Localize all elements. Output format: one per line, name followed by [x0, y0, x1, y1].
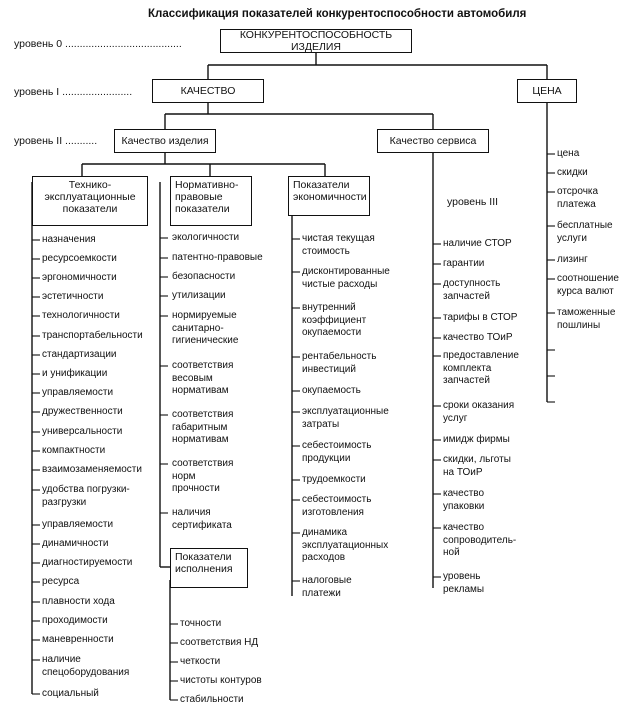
exec-item: стабильности: [180, 694, 244, 705]
tech-item: назначения: [42, 234, 96, 245]
tech-item: наличие спецоборудования: [42, 654, 130, 678]
service-item: сроки оказания услуг: [443, 400, 515, 424]
service-item: качество упаковки: [443, 488, 485, 512]
econ-item: налоговые платежи: [302, 575, 352, 599]
norm-item: экологичности: [172, 232, 240, 243]
tech-item: динамичности: [42, 538, 109, 549]
tech-item: ресурсоемкости: [42, 253, 117, 264]
root-node: КОНКУРЕНТОСПОСОБНОСТЬ ИЗДЕЛИЯ: [220, 29, 412, 53]
service-item: качество ТОиР: [443, 332, 513, 343]
tech-item: стандартизации: [42, 349, 117, 360]
level-1-label: уровень I ........................: [14, 86, 133, 98]
price-node: ЦЕНА: [517, 79, 577, 103]
diagram-title: Классификация показателей конкурентоспособности автомобиля: [148, 8, 527, 20]
econ-item: себестоимость изготовления: [302, 494, 372, 518]
econ-item: себестоимость продукции: [302, 440, 372, 464]
norm-item: соответствия норм прочности: [172, 458, 234, 494]
norm-item: патентно-правовые: [172, 252, 263, 263]
tech-item: транспортабельности: [42, 330, 143, 341]
norm-item: наличия сертификата: [172, 507, 232, 531]
tech-item: социальный: [42, 688, 99, 699]
product-quality-node: Качество изделия: [114, 129, 216, 153]
exec-group-header: Показатели исполнения: [170, 548, 248, 588]
price-item: отсрочка платежа: [557, 186, 599, 210]
tech-group-header: Технико- эксплуатационные показатели: [32, 176, 148, 226]
tech-item: эстетичности: [42, 291, 104, 302]
tech-item: технологичности: [42, 310, 120, 321]
norm-item: нормируемые санитарно- гигиенические: [172, 310, 239, 346]
tech-item: дружественности: [42, 406, 123, 417]
tech-item: маневренности: [42, 634, 114, 645]
norm-item: безопасности: [172, 271, 236, 282]
exec-item: чистоты контуров: [180, 675, 262, 686]
econ-item: чистая текущая стоимость: [302, 233, 375, 257]
service-item: скидки, льготы на ТОиР: [443, 454, 511, 478]
econ-item: внутренний коэффициент окупаемости: [302, 302, 367, 338]
tech-item: эргономичности: [42, 272, 117, 283]
exec-item: точности: [180, 618, 222, 629]
service-item: доступность запчастей: [443, 278, 501, 302]
price-item: лизинг: [557, 254, 588, 265]
norm-item: соответствия габаритным нормативам: [172, 409, 234, 445]
norm-group-header: Нормативно- правовые показатели: [170, 176, 252, 226]
price-item: цена: [557, 148, 580, 159]
exec-item: соответствия НД: [180, 637, 259, 648]
tech-item: диагностируемости: [42, 557, 133, 568]
level-3-label: уровень III: [447, 196, 499, 208]
tech-item: компактности: [42, 445, 106, 456]
econ-item: дисконтированные чистые расходы: [302, 266, 390, 290]
service-item: предоставление комплекта запчастей: [443, 350, 519, 386]
service-item: качество сопроводитель- ной: [443, 522, 517, 558]
tech-item: удобства погрузки- разгрузки: [42, 484, 130, 508]
level-0-label: уровень 0 ........................................: [14, 38, 182, 50]
tech-item: взаимозаменяемости: [42, 464, 142, 475]
service-item: уровень рекламы: [443, 571, 485, 595]
service-item: наличие СТОР: [443, 238, 512, 249]
econ-item: динамика эксплуатационных расходов: [302, 527, 389, 563]
tech-item: плавности хода: [42, 596, 115, 607]
price-item: скидки: [557, 167, 588, 178]
quality-node: КАЧЕСТВО: [152, 79, 264, 103]
econ-item: рентабельность инвестиций: [302, 351, 377, 375]
norm-item: утилизации: [172, 290, 226, 301]
econ-item: окупаемость: [302, 385, 361, 396]
econ-item: эксплуатационные затраты: [302, 406, 389, 430]
tech-item: управляемости: [42, 387, 114, 398]
service-quality-node: Качество сервиса: [377, 129, 489, 153]
econ-group-header: Показатели экономичности: [288, 176, 370, 216]
service-item: гарантии: [443, 258, 485, 269]
price-item: соотношение курса валют: [557, 273, 619, 297]
tech-item: ресурса: [42, 576, 80, 587]
exec-item: четкости: [180, 656, 221, 667]
tech-item: управляемости: [42, 519, 114, 530]
price-item: таможенные пошлины: [557, 307, 616, 331]
tech-item: универсальности: [42, 426, 123, 437]
tech-item: и унификации: [42, 368, 108, 379]
price-item: бесплатные услуги: [557, 220, 613, 244]
service-item: тарифы в СТОР: [443, 312, 518, 323]
service-item: имидж фирмы: [443, 434, 510, 445]
econ-item: трудоемкости: [302, 474, 366, 485]
norm-item: соответствия весовым нормативам: [172, 360, 234, 396]
level-2-label: уровень II ...........: [14, 135, 98, 147]
tech-item: проходимости: [42, 615, 108, 626]
